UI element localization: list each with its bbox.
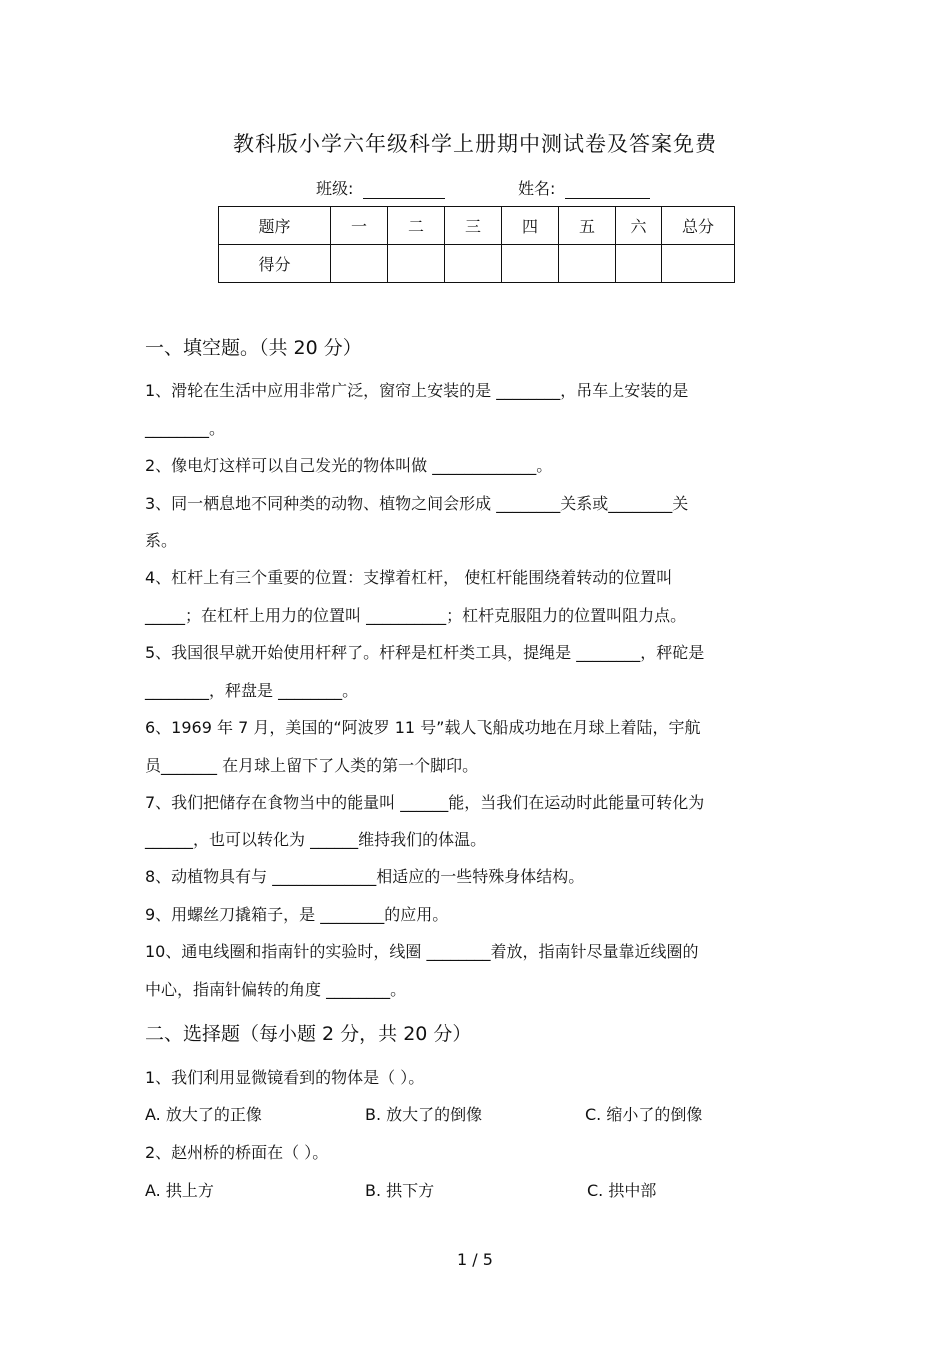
question-line: ________，秤盘是 ________。 [145,681,359,700]
class-blank[interactable] [363,182,445,199]
section-1-title: 一、填空题。（共 20 分） [145,337,362,359]
column-header: 五 [559,207,616,245]
question-2-text: 2、赵州桥的桥面在（ ）。 [145,1143,329,1162]
score-cell[interactable] [445,245,502,283]
question-line: 7、我们把储存在食物当中的能量叫 ______能，当我们在运动时此能量可转化为 [145,793,705,812]
question-line: 系。 [145,531,178,550]
column-header: 四 [502,207,559,245]
option-c[interactable]: C. 拱中部 [587,1181,657,1200]
class-field [316,176,445,199]
option-a[interactable]: A. 放大了的正像 [145,1105,262,1124]
option-b[interactable]: B. 拱下方 [365,1181,435,1200]
column-header: 一 [331,207,388,245]
question-line: 中心，指南针偏转的角度 ________。 [145,980,407,999]
question-line: ______，也可以转化为 ______维持我们的体温。 [145,830,487,849]
question-line: 2、像电灯这样可以自己发光的物体叫做 _____________。 [145,456,553,475]
section-2-title: 二、选择题（每小题 2 分，共 20 分） [145,1023,472,1045]
question-line: ________。 [145,419,226,438]
column-header: 三 [445,207,502,245]
name-label: 姓名: [518,179,556,198]
class-label: 班级: [316,179,354,198]
score-table-header-row [219,207,735,245]
score-cell[interactable] [502,245,559,283]
question-line: 4、杠杆上有三个重要的位置：支撑着杠杆， 使杠杆能围绕着转动的位置叫 [145,568,673,587]
option-c[interactable]: C. 缩小了的倒像 [585,1105,703,1124]
header-label-cell: 题序 [219,207,331,245]
score-cell[interactable] [662,245,735,283]
row-label-cell: 得分 [219,245,331,283]
score-cell[interactable] [616,245,662,283]
option-b[interactable]: B. 放大了的倒像 [365,1105,483,1124]
question-line: _____；在杠杆上用力的位置叫 __________；杠杆克服阻力的位置叫阻力点。 [145,606,687,625]
score-table-score-row [219,245,735,283]
score-cell[interactable] [559,245,616,283]
question-line: 1、滑轮在生活中应用非常广泛，窗帘上安装的是 ________，吊车上安装的是 [145,381,689,400]
question-line: 8、动植物具有与 _____________相适应的一些特殊身体结构。 [145,867,585,886]
name-blank[interactable] [565,182,650,199]
score-cell[interactable] [331,245,388,283]
page-number: 1 / 5 [457,1250,493,1269]
question-1-text: 1、我们利用显微镜看到的物体是（ ）。 [145,1068,425,1087]
question-line: 5、我国很早就开始使用杆秤了。杆秤是杠杆类工具，提绳是 ________，秤砣是 [145,643,705,662]
column-header: 六 [616,207,662,245]
question-line: 员_______ 在月球上留下了人类的第一个脚印。 [145,756,479,775]
name-field [518,176,650,199]
option-a[interactable]: A. 拱上方 [145,1181,214,1200]
column-header: 总分 [662,207,735,245]
score-table [218,206,735,283]
question-line: 9、用螺丝刀撬箱子，是 ________的应用。 [145,905,449,924]
score-cell[interactable] [388,245,445,283]
question-line: 3、同一栖息地不同种类的动物、植物之间会形成 ________关系或________关 [145,494,689,513]
column-header: 二 [388,207,445,245]
question-line: 10、通电线圈和指南针的实验时，线圈 ________着放，指南针尽量靠近线圈的 [145,942,699,961]
page-title: 教科版小学六年级科学上册期中测试卷及答案免费 [233,132,717,156]
question-line: 6、1969 年 7 月，美国的“阿波罗 11 号”载人飞船成功地在月球上着陆，宇航 [145,718,701,737]
